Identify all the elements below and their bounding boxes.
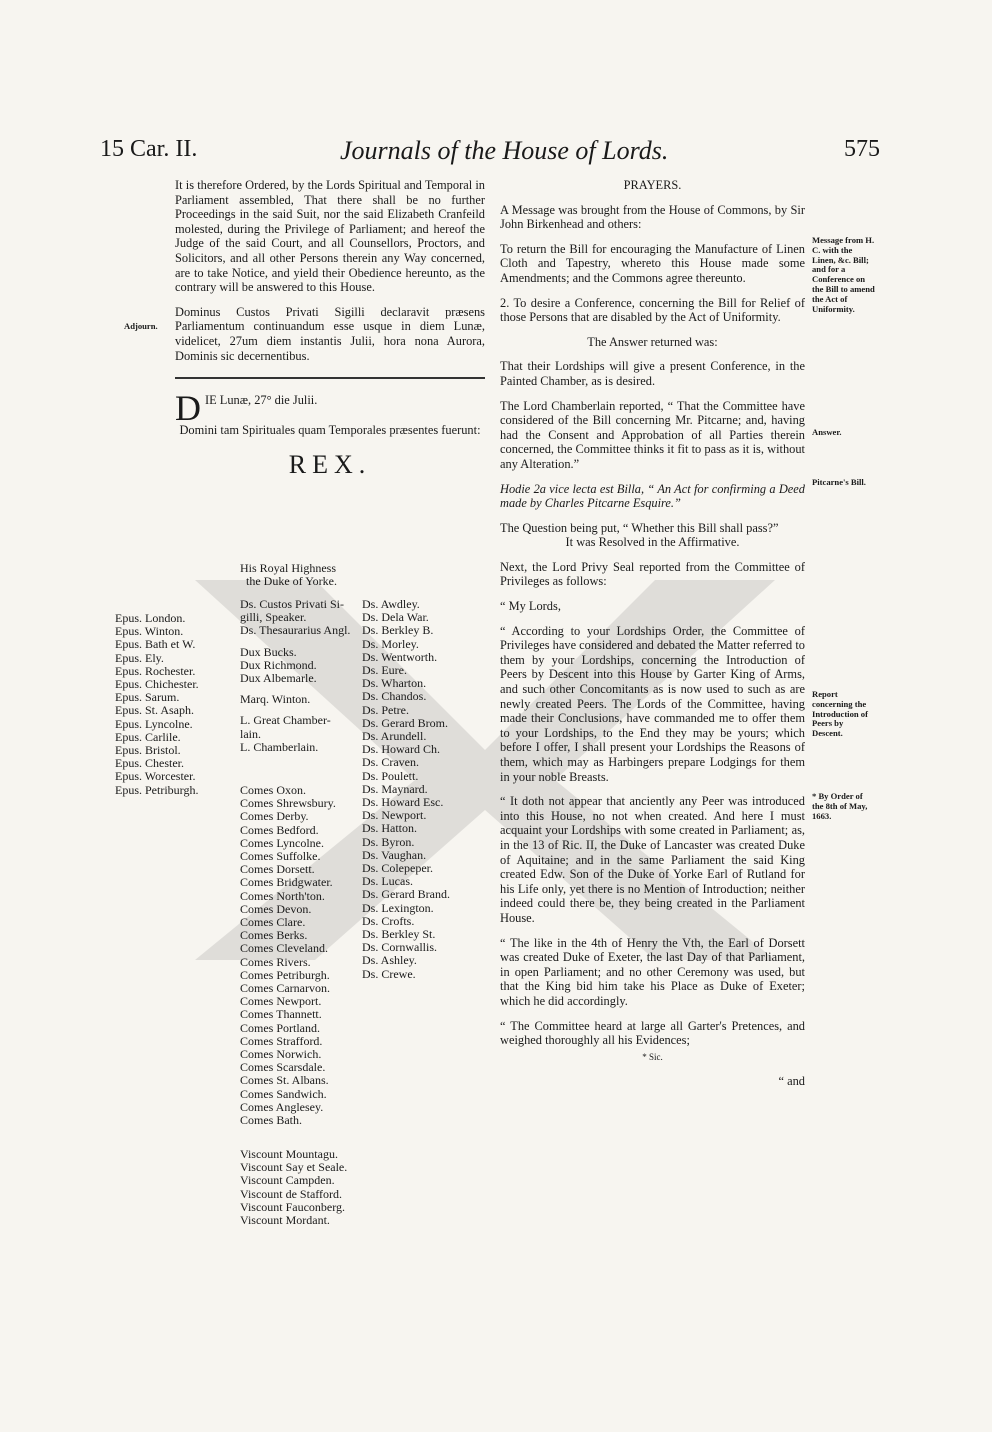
lord-entry: Ds. Thesaurarius Angl. xyxy=(240,623,351,638)
royal-line: the Duke of Yorke. xyxy=(246,574,337,589)
lord-entry: Comes Devon. xyxy=(240,901,312,916)
lord-entry: Epus. Chichester. xyxy=(115,677,199,692)
lord-entry: Ds. Howard Esc. xyxy=(362,795,444,810)
lord-entry: Comes Newport. xyxy=(240,994,322,1009)
right-column xyxy=(500,178,805,1099)
lord-entry: Comes North'ton. xyxy=(240,888,325,903)
hodie-line: Hodie 2a vice lecta est Billa, “ An Act for confirming a Deed made by Charles Pitcarne Esquire.” xyxy=(500,481,805,511)
lord-entry: Epus. Petriburgh. xyxy=(115,782,199,797)
lord-entry: Comes Oxon. xyxy=(240,783,306,797)
lord-entry: gilli, Speaker. xyxy=(240,610,307,625)
lord-entry: Comes Strafford. xyxy=(240,1033,323,1048)
lord-entry: Comes Bath. xyxy=(240,1113,302,1128)
lord-entry: Ds. Gerard Brand. xyxy=(362,887,450,902)
lord-entry: Marq. Winton. xyxy=(240,692,311,707)
message-paragraph: A Message was brought from the House of Commons, by Sir John Birkenhead and others: xyxy=(500,202,805,232)
lord-entry: Comes Carnarvon. xyxy=(240,981,330,996)
rex-heading: REX. xyxy=(288,449,372,479)
lord-entry: lain. xyxy=(240,726,261,741)
answer-intro: The Answer returned was: xyxy=(587,334,718,349)
margin-note-pitcarne: Pitcarne's Bill. xyxy=(812,477,866,487)
lord-entry: Comes Thannett. xyxy=(240,1007,322,1022)
question-line: The Question being put, “ Whether this Bill shall pass?” xyxy=(500,520,779,535)
lord-entry: Ds. Cornwallis. xyxy=(362,940,437,955)
page-header xyxy=(100,136,880,176)
lord-entry: Ds. Byron. xyxy=(362,834,415,849)
report-paragraph: “ The like in the 4th of Henry the Vth, the Earl of Dorsett was created Duke of Exeter, the last Day of that Parliament, in open Parliament; and no other Ceremony was used, but that the King bid him take his Place as Duke of Exeter; which he did accordingly. xyxy=(500,935,805,1008)
report-paragraph: “ According to your Lordships Order, the Committee of Privileges have considered and debated the Matter referred to them by your Lordships, concerning the Introduction of Peers by Descent into this House by Garter King of Arms, and such other Concomitants as is now used to such as are newly created Peers. The Lords of the Committee, having made their Conclusions, have commanded me to offer them to your Lordships, to the End they may be yours; which before I offer, I shall present your Lordships the Reasons of them, which may as Harbingers prepare Lodgings for them in your noble Breasts. xyxy=(500,623,805,784)
lord-entry: Ds. Berkley B. xyxy=(362,623,434,638)
lord-entry: Comes Shrewsbury. xyxy=(240,796,336,811)
my-lords: “ My Lords, xyxy=(500,599,561,614)
lord-entry: Epus. Carlile. xyxy=(115,729,181,744)
next-paragraph: Next, the Lord Privy Seal reported from the Committee of Privileges as follows: xyxy=(500,559,805,589)
lord-entry: Ds. Gerard Brom. xyxy=(362,715,448,730)
officers-list xyxy=(240,598,350,754)
lord-entry: Ds. Crofts. xyxy=(362,913,415,928)
lord-entry: Viscount Campden. xyxy=(240,1173,335,1188)
lord-entry: Epus. Bath et W. xyxy=(115,637,196,652)
comites-list xyxy=(240,784,336,1127)
report-paragraph: “ The Committee heard at large all Garter's Pretences, and weighed thoroughly all his Evidences; xyxy=(500,1018,805,1048)
lord-entry: Comes Bedford. xyxy=(240,822,319,837)
lord-entry: Comes Lyncolne. xyxy=(240,835,324,850)
lord-entry: Comes Bridgwater. xyxy=(240,875,333,890)
lord-entry: Ds. Howard Ch. xyxy=(362,742,440,757)
die-heading xyxy=(175,388,485,429)
lord-entry: Ds. Morley. xyxy=(362,636,419,651)
left-column xyxy=(175,178,485,488)
prayers-heading: PRAYERS. xyxy=(623,178,682,192)
lord-entry: Ds. Arundell. xyxy=(362,729,427,744)
lord-entry: Comes Cleveland. xyxy=(240,941,328,956)
section-rule xyxy=(175,377,485,379)
lord-entry: Ds. Custos Privati Si- xyxy=(240,597,345,611)
lord-entry: Ds. Eure. xyxy=(362,663,407,678)
lord-entry: Viscount Fauconberg. xyxy=(240,1199,346,1214)
lord-entry: Comes Rivers. xyxy=(240,954,311,969)
barons-list xyxy=(362,598,450,981)
lord-entry: Comes Derby. xyxy=(240,809,309,824)
bishops-list xyxy=(115,612,199,797)
lord-entry: Ds. Petre. xyxy=(362,702,409,717)
lord-entry: L. Chamberlain. xyxy=(240,739,319,754)
lord-entry: Epus. Bristol. xyxy=(115,743,181,758)
chamberlain-report: The Lord Chamberlain reported, “ That the Committee have considered of the Bill concerning Mr. Pitcarne; and, having had the Consent and Approbation of all Parties therein concerned, the Committee thinks it fit to pass as it is, without any Alteration.” xyxy=(500,398,805,471)
point-one: To return the Bill for encouraging the Manufacture of Linen Cloth and Tapestry, whereto this House made some Amendments; and the Commons agree thereunto. xyxy=(500,241,805,285)
journal-title: Journals of the House of Lords. xyxy=(340,136,669,165)
domini-line: Domini tam Spirituales quam Temporales præsentes fuerunt: xyxy=(179,423,481,438)
regnal-year: 15 Car. II. xyxy=(100,136,198,162)
lord-entry: Ds. Vaughan. xyxy=(362,847,427,862)
lord-entry: Comes Portland. xyxy=(240,1020,320,1035)
royal-entry xyxy=(240,562,337,588)
lord-entry: Comes Norwich. xyxy=(240,1047,322,1062)
lord-entry: Ds. Awdley. xyxy=(362,597,420,611)
answer-paragraph: That their Lordships will give a present Conference, in the Painted Chamber, as is desired. xyxy=(500,359,805,388)
lord-entry: Epus. Rochester. xyxy=(115,663,196,678)
lord-entry: Dux Albemarle. xyxy=(240,671,317,686)
lord-entry: Comes Anglesey. xyxy=(240,1099,324,1114)
lord-entry: Ds. Poulett. xyxy=(362,768,419,783)
die-date: IE Lunæ, 27° die Julii. xyxy=(205,393,318,408)
lord-entry: Ds. Colepeper. xyxy=(362,861,433,876)
lord-entry: Ds. Berkley St. xyxy=(362,927,436,942)
lord-entry: Ds. Wharton. xyxy=(362,676,427,691)
lord-entry: L. Great Chamber- xyxy=(240,713,331,728)
resolved-line: It was Resolved in the Affirmative. xyxy=(565,535,740,550)
lord-entry: Viscount Mordant. xyxy=(240,1213,330,1228)
lord-entry: Comes Scarsdale. xyxy=(240,1060,326,1075)
drop-cap: D xyxy=(175,388,201,429)
point-two: 2. To desire a Conference, concerning the Bill for Relief of those Persons that are disabled by the Act of Uniformity. xyxy=(500,295,805,325)
lord-entry: Ds. Chandos. xyxy=(362,689,427,704)
page-number: 575 xyxy=(844,136,880,162)
lord-entry: Ds. Wentworth. xyxy=(362,649,438,664)
lord-entry: Epus. Worcester. xyxy=(115,769,196,784)
lord-entry: Epus. Chester. xyxy=(115,756,184,771)
ordered-paragraph: It is therefore Ordered, by the Lords Spiritual and Temporal in Parliament assembled, That there shall be no further Proceedings in the said Suit, nor the said Elizabeth Cranfeild molested, during the Privilege of Parliament; and hereof the Judge of the said Court, and all Counsellors, Proctors, and Solicitors, and all other Persons therein any Way concerned, are to take Notice, and yield their Obedience hereunto, as the contrary will be answered to this House. xyxy=(175,178,485,295)
adjourn-paragraph: Dominus Custos Privati Sigilli declaravit præsens Parliamentum continuandum esse usque in diem Lunæ, videlicet, 27um diem instantis Julii, hora nona Aurora, Dominis sic decernentibus. xyxy=(175,304,485,363)
lord-entry: Comes St. Albans. xyxy=(240,1073,329,1088)
report-paragraph: “ It doth not appear that anciently any Peer was introduced into this House, no not when created. And here I must acquaint your Lordships with some created in Parliament; as, in the 13 of Ric. II, the Duke of Lancaster was created Duke of Aquitaine; and in the same Parliament the said King created Edw. Son of the Duke of Yorke Earl of Rutland for his Life only, yet there is no Mention of Introduction; neither indeed could there be, they being created in the Parliament House. xyxy=(500,794,805,925)
lord-entry: Epus. Sarum. xyxy=(115,690,180,705)
lord-entry: Viscount Mountagu. xyxy=(240,1147,338,1161)
lord-entry: Dux Richmond. xyxy=(240,657,317,672)
viscounts-list xyxy=(240,1148,347,1227)
lord-entry: Comes Dorsett. xyxy=(240,862,315,877)
lord-entry: Comes Petriburgh. xyxy=(240,967,330,982)
lord-entry: Ds. Maynard. xyxy=(362,781,428,796)
catchword: “ and xyxy=(778,1074,805,1089)
lord-entry: Epus. Ely. xyxy=(115,650,164,665)
lord-entry: Ds. Ashley. xyxy=(362,953,417,968)
lord-entry: Ds. Crewe. xyxy=(362,966,416,981)
lord-entry: Viscount de Stafford. xyxy=(240,1186,343,1201)
lord-entry: Comes Clare. xyxy=(240,915,306,930)
margin-note-report: Report concerning the Introduction of Peers by Descent. xyxy=(812,689,868,739)
lord-entry: Epus. London. xyxy=(115,611,186,625)
lord-entry: Ds. Hatton. xyxy=(362,821,417,836)
royal-line: His Royal Highness xyxy=(240,561,336,575)
lord-entry: Ds. Lexington. xyxy=(362,900,434,915)
lord-entry: Dux Bucks. xyxy=(240,644,297,659)
lord-entry: Viscount Say et Seale. xyxy=(240,1160,348,1175)
lord-entry: Comes Sandwich. xyxy=(240,1086,327,1101)
lord-entry: Ds. Dela War. xyxy=(362,610,429,625)
lord-entry: Ds. Lucas. xyxy=(362,874,413,889)
margin-note-message: Message from H. C. with the Linen, &c. Bill; and for a Conference on the Bill to amend the Act of Uniformity. xyxy=(812,235,875,314)
lord-entry: Ds. Newport. xyxy=(362,808,427,823)
lord-entry: Comes Suffolke. xyxy=(240,849,321,864)
lord-entry: Epus. St. Asaph. xyxy=(115,703,195,718)
lord-entry: Comes Berks. xyxy=(240,928,308,943)
lord-entry: Epus. Winton. xyxy=(115,624,184,639)
margin-note-adjourn: Adjourn. xyxy=(124,321,158,331)
lord-entry: Ds. Craven. xyxy=(362,755,419,770)
footnote: * Sic. xyxy=(642,1051,663,1062)
margin-note-order: * By Order of the 8th of May, 1663. xyxy=(812,791,868,821)
lord-entry: Epus. Lyncolne. xyxy=(115,716,193,731)
margin-note-answer: Answer. xyxy=(812,427,842,437)
